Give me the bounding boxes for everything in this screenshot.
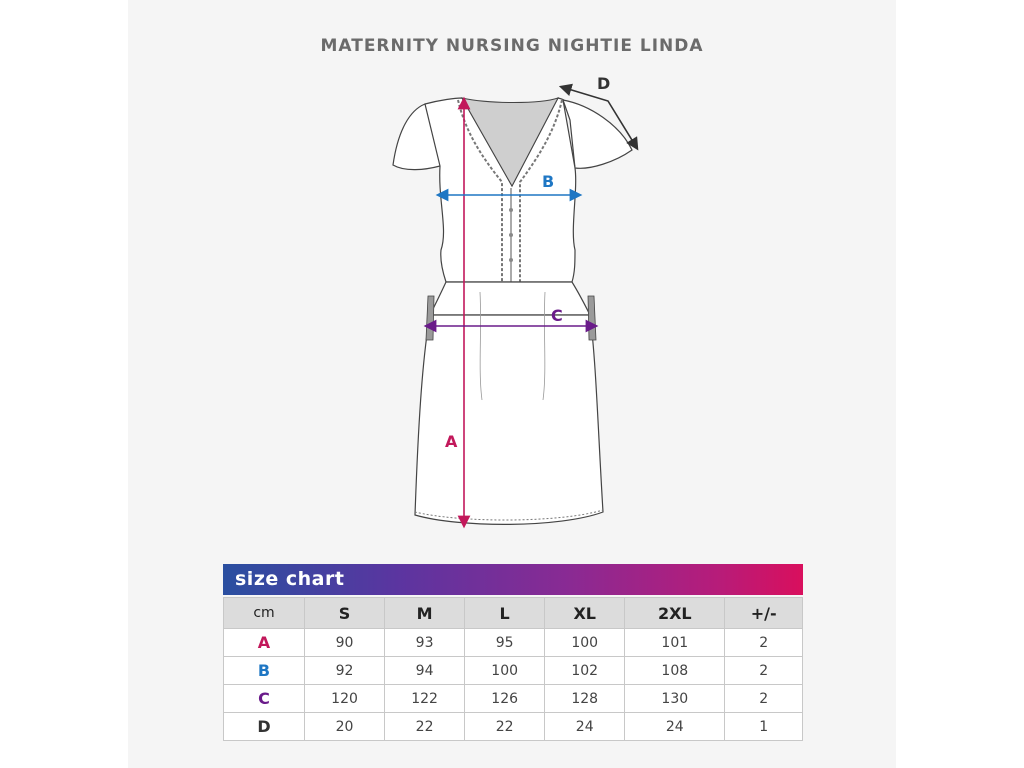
size-chart-row xyxy=(224,629,803,657)
size-value-cell: 90 xyxy=(305,629,385,657)
size-value-cell: 2 xyxy=(725,657,803,685)
tolerance-column-header: +/- xyxy=(725,598,803,629)
skirt xyxy=(415,315,603,524)
size-value-cell: 1 xyxy=(725,713,803,741)
measurement-label: A xyxy=(224,629,305,657)
size-value-cell: 102 xyxy=(545,657,625,685)
size-column-header: XL xyxy=(545,598,625,629)
size-value-cell: 130 xyxy=(625,685,725,713)
size-value-cell: 128 xyxy=(545,685,625,713)
unit-header: cm xyxy=(224,598,305,629)
size-value-cell: 100 xyxy=(545,629,625,657)
size-value-cell: 95 xyxy=(465,629,545,657)
size-value-cell: 22 xyxy=(385,713,465,741)
size-column-header: L xyxy=(465,598,545,629)
measurement-label: B xyxy=(224,657,305,685)
dimension-a-label: A xyxy=(445,432,458,451)
dimension-b-label: B xyxy=(542,172,555,191)
measurement-label: C xyxy=(224,685,305,713)
size-value-cell: 2 xyxy=(725,685,803,713)
waistband xyxy=(430,282,590,315)
size-chart-heading: size chart xyxy=(235,568,345,590)
size-chart-row xyxy=(224,685,803,713)
size-value-cell: 126 xyxy=(465,685,545,713)
dimension-d-label: D xyxy=(597,74,611,93)
size-chart-table xyxy=(223,597,803,741)
size-value-cell: 20 xyxy=(305,713,385,741)
size-chart-header-row xyxy=(224,598,803,629)
size-value-cell: 24 xyxy=(545,713,625,741)
dimension-c-label: C xyxy=(551,306,563,325)
size-value-cell: 22 xyxy=(465,713,545,741)
size-value-cell: 93 xyxy=(385,629,465,657)
size-chart-row xyxy=(224,657,803,685)
measurement-label: D xyxy=(224,713,305,741)
size-value-cell: 24 xyxy=(625,713,725,741)
size-value-cell: 2 xyxy=(725,629,803,657)
page-title: MATERNITY NURSING NIGHTIE LINDA xyxy=(320,36,704,56)
size-value-cell: 122 xyxy=(385,685,465,713)
size-chart-header xyxy=(223,564,803,595)
size-chart-row xyxy=(224,713,803,741)
size-value-cell: 101 xyxy=(625,629,725,657)
size-value-cell: 108 xyxy=(625,657,725,685)
size-column-header: 2XL xyxy=(625,598,725,629)
size-column-header: S xyxy=(305,598,385,629)
size-value-cell: 94 xyxy=(385,657,465,685)
size-value-cell: 100 xyxy=(465,657,545,685)
size-value-cell: 92 xyxy=(305,657,385,685)
size-column-header: M xyxy=(385,598,465,629)
size-value-cell: 120 xyxy=(305,685,385,713)
